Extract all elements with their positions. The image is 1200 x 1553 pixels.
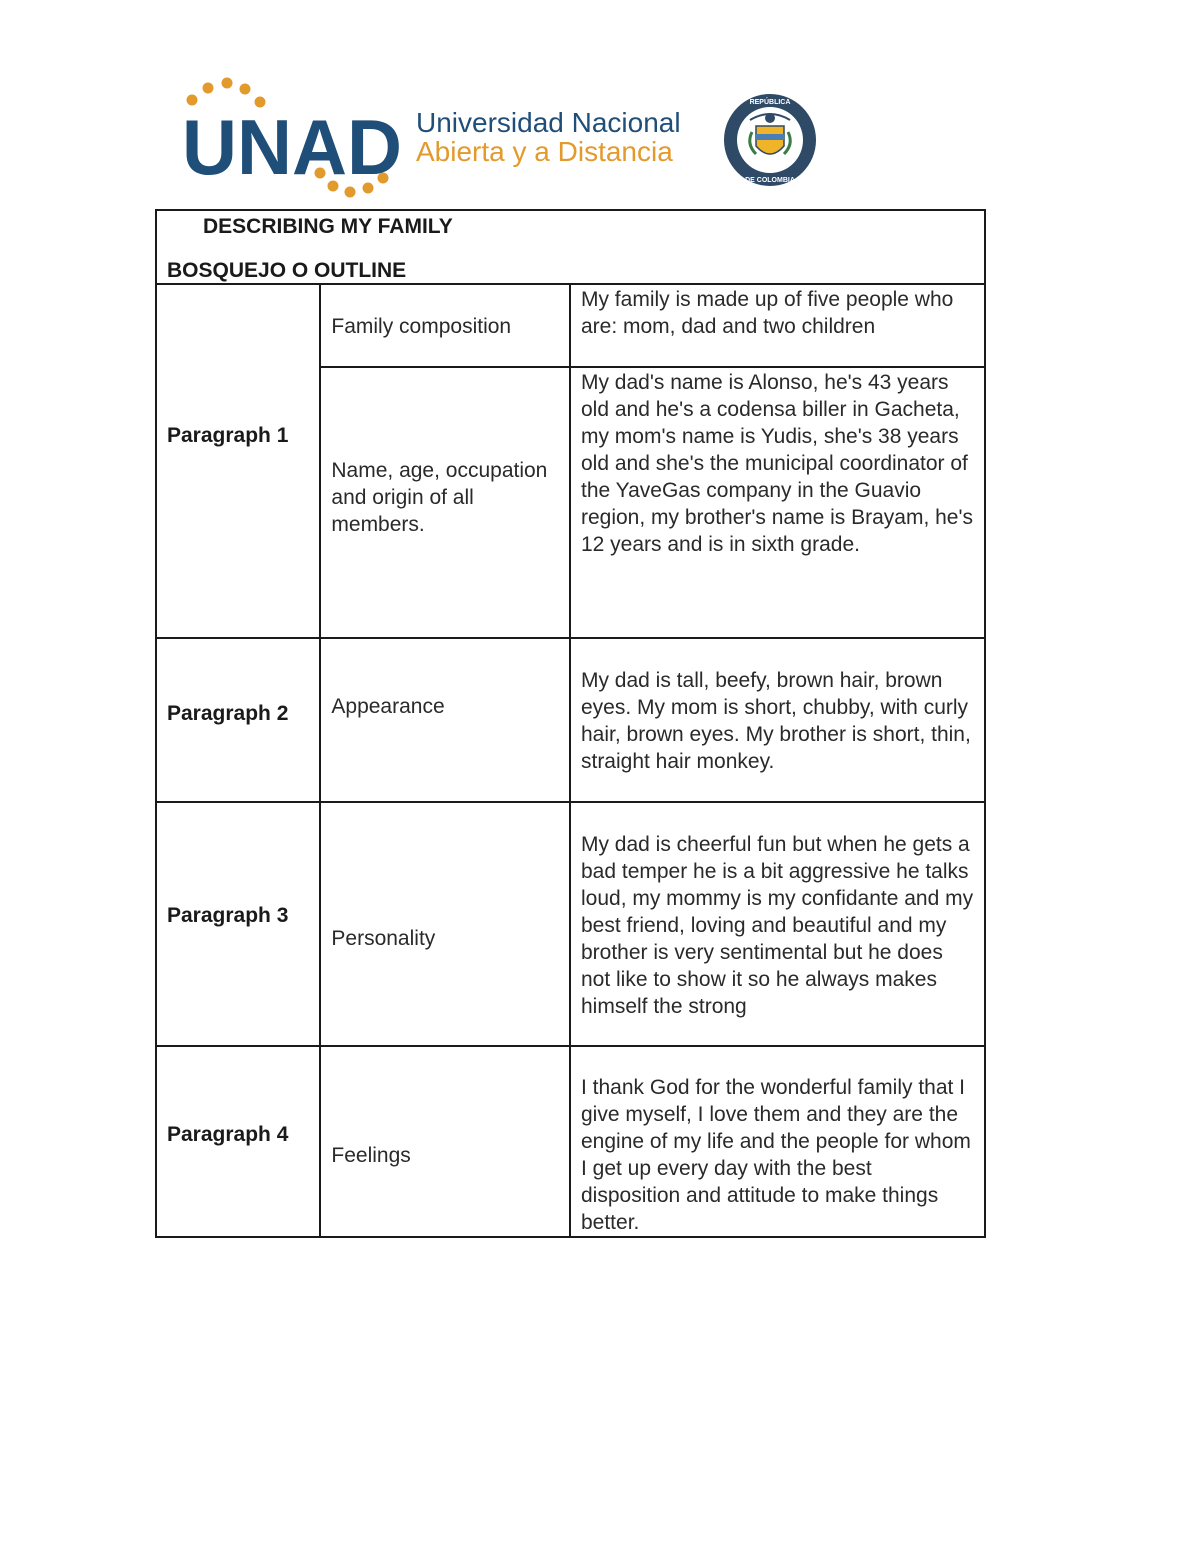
content-cell (570, 1046, 985, 1237)
topic-text: Family composition (331, 315, 512, 338)
document-subtitle: BOSQUEJO O OUTLINE (167, 259, 407, 282)
document-header (180, 70, 830, 205)
paragraph-label: Paragraph 4 (156, 1046, 320, 1237)
university-line-2: Abierta y a Distancia (416, 136, 673, 167)
topic-text: Appearance (331, 695, 445, 718)
university-name (416, 108, 681, 166)
topic-text: Name, age, occupation and origin of all members. (331, 459, 548, 536)
paragraph-label: Paragraph 2 (156, 638, 320, 802)
table-row (156, 638, 985, 802)
topic-cell (320, 1046, 570, 1237)
seal-text-top: REPÚBLICA (749, 99, 791, 106)
unad-logo (180, 70, 410, 205)
paragraph-label: Paragraph 3 (156, 802, 320, 1046)
content-cell (570, 284, 985, 367)
title-row (156, 210, 985, 284)
table-row (156, 802, 985, 1046)
logo-text: UNAD (182, 103, 402, 191)
table-row (156, 284, 985, 367)
content-cell (570, 638, 985, 802)
topic-cell (320, 802, 570, 1046)
topic-cell (320, 284, 570, 367)
topic-cell (320, 367, 570, 638)
university-line-1: Universidad Nacional (416, 107, 681, 138)
topic-text: Personality (331, 927, 436, 950)
seal-text-bottom: DE COLOMBIA (745, 177, 795, 184)
outline-table (155, 209, 986, 1238)
content-text: My dad's name is Alonso, he's 43 years old and he's a codensa biller in Gacheta, my mom's name is Yudis, she's 38 years old and she's the municipal coordinator of the YaveGas company in the Guavio region, my brother's name is Brayam, he's 12 years and is in sixth grade. (580, 371, 973, 556)
document-title: DESCRIBING MY FAMILY (203, 215, 453, 238)
content-cell (570, 802, 985, 1046)
table-row (156, 1046, 985, 1237)
content-text: I thank God for the wonderful family that I give myself, I love them and they are the engine of my life and the people for whom I get up every day with the best disposition and attitude to make things better. (580, 1076, 971, 1234)
content-text: My family is made up of five people who are: mom, dad and two children (580, 288, 954, 338)
topic-cell (320, 638, 570, 802)
content-text: My dad is cheerful fun but when he gets a bad temper he is a bit aggressive he talks loud, my mommy is my confidante and my best friend, loving and beautiful and my brother is very sentimental but he does not like to show it so he always makes himself the strong (580, 833, 974, 1018)
title-cell (156, 210, 985, 284)
content-cell (570, 367, 985, 638)
colombia-seal (722, 92, 818, 188)
paragraph-label: Paragraph 1 (156, 284, 320, 638)
topic-text: Feelings (331, 1144, 411, 1167)
content-text: My dad is tall, beefy, brown hair, brown eyes. My mom is short, chubby, with curly hair, brown eyes. My brother is short, thin, straight hair monkey. (580, 669, 971, 773)
